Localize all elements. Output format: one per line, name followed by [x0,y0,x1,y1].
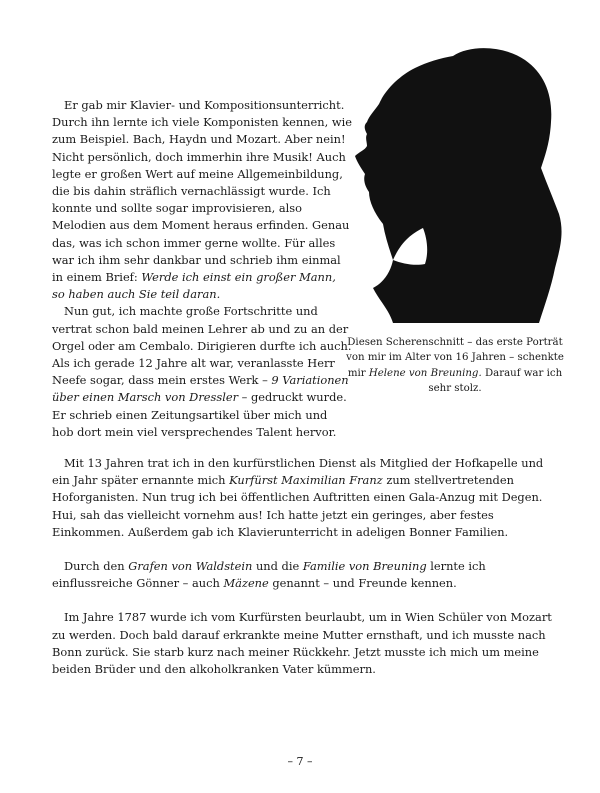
paragraph-patrons [52,558,552,592]
paragraph-court-service [52,455,552,541]
court-service-text: Mit 13 Jahren trat ich in den kurfürstlichen Dienst als Mitglied der Hofkapelle und ein Jahr später ernannte mich [52,456,544,488]
vienna-text: Im Jahre 1787 wurde ich vom Kurfürsten beurlaubt, um in Wien Schüler von Mozart zu werden. Doch bald darauf erkrankte meine Mutter ernsthaft, und ich musste nach Bonn zurück. Sie starb kurz nach meiner Rückkehr. Jetzt musste ich mich um meine beiden Brüder und den alkoholkranken Vater kümmern. [52,610,552,677]
paragraph-progress-text: Nun gut, ich machte große Fortschritte und vertrat schon bald meinen Lehrer ab und zu an der Orgel oder am Cembalo. Dirigieren durfte ich auch. Als ich gerade 12 Jahre alt war, veranlasste Herr Neefe sogar, dass mein erstes Werk – [52,304,352,388]
silhouette-portrait [345,38,565,323]
paragraph-progress [52,303,352,441]
patrons-end: genannt – und Freunde kennen. [272,576,457,591]
paragraph-progress-end: – gedruckt wurde. Er schrieb einen Zeitungsartikel über mich und hob dort mein viel versprechendes Talent hervor. [52,390,347,439]
left-text-column [52,97,352,441]
paragraph-lessons [52,97,352,303]
caption-end: Darauf war ich sehr stolz. [428,367,563,395]
work-title: 9 Variationen über einen Marsch von Dressler [52,373,349,405]
patrons-term: Mäzene [223,576,269,591]
patrons-and: und die [255,559,300,574]
elector-name: Kurfürst Maximilian Franz [229,473,383,488]
court-service-end: zum stellvertretenden Hoforganisten. Nun trug ich bei öffentlichen Auftritten einen Gala-Anzug mit Degen. Hui, sah das vielleicht vornehm aus! Ich hatte jetzt ein geringes, aber festes Einkommen. Außerdem gab ich Klavierunterricht in adeligen Bonner Familien. [52,473,543,539]
paragraph-vienna [52,609,552,678]
breuning-family-name: Familie von Breuning [302,559,427,574]
patrons-mid: lernte ich einflussreiche Gönner – auch [52,559,486,591]
patrons-text: Durch den [64,559,125,574]
lower-text-block [52,455,552,695]
portrait-caption [345,335,565,397]
caption-name: Helene von Breuning. [368,367,482,379]
waldstein-name: Grafen von Waldstein [128,559,253,574]
page-number: – 7 – [287,755,313,768]
paragraph-lessons-text: Er gab mir Klavier- und Kompositionsunterricht. Durch ihn lernte ich viele Komponisten kennen, wie zum Beispiel. Bach, Haydn und Mozart. Aber nein! Nicht persönlich, doch immerhin ihre Musik! Auch legte er großen Wert auf meine Allgemeinbildung, die bis dahin sträflich vernachlässigt wurde. Ich konnte und sollte sogar improvisieren, also Melodien aus dem Moment heraus erfinden. Genau das, was ich schon immer gerne wollte. Für alles war ich ihm sehr dankbar und schrieb ihm einmal in einem Brief: [52,98,352,285]
letter-quote: Werde ich einst ein großer Mann, so haben auch Sie teil daran. [52,270,336,302]
caption-text: Diesen Scherenschnitt – das erste Porträt von mir im Alter von 16 Jahren – schenkte mir [346,337,564,379]
